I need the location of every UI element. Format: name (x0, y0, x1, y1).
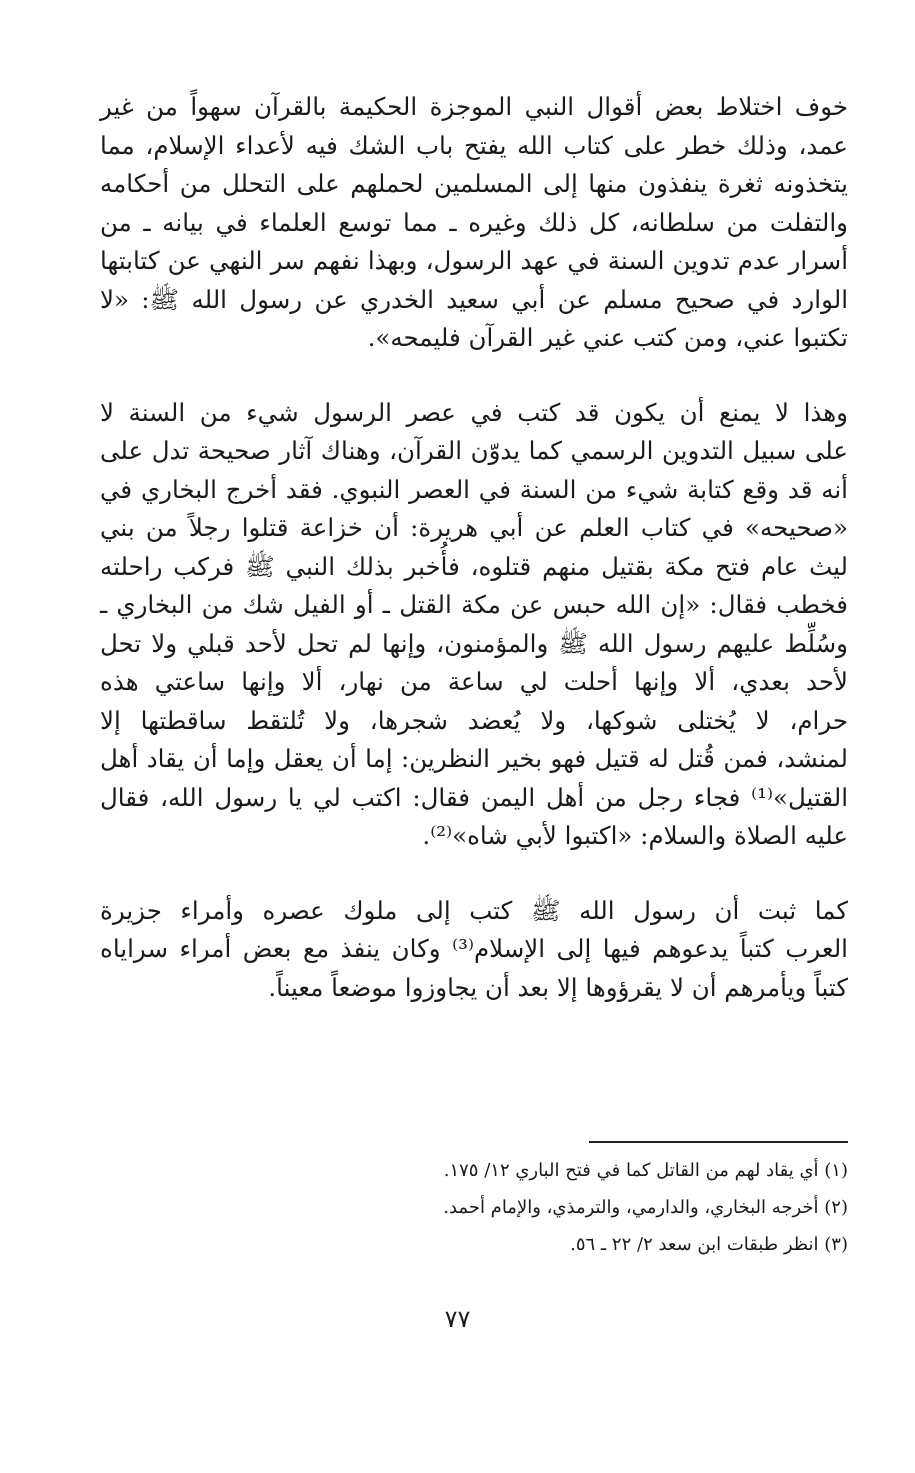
text-line: أنه قد وقع كتابة شيء من السنة في العصر النبوي. فقد أخرج البخاري في (100, 474, 848, 504)
page-number: ٧٧ (444, 1305, 471, 1333)
text-line: والتفلت من سلطانه، كل ذلك وغيره ـ مما توسع العلماء في بيانه ـ من (100, 207, 848, 237)
text-line: كما ثبت أن رسول الله ﷺ كتب إلى ملوك عصره وأمراء جزيرة (100, 895, 848, 925)
footnote-1: (١) أي يقاد لهم من القاتل كما في فتح الباري ١٢/ ١٧٥. (443, 1160, 848, 1181)
text-line: القتيل»⁽¹⁾ فجاء رجل من أهل اليمن فقال: اكتب لي يا رسول الله، فقال (100, 782, 848, 812)
text-line: أسرار عدم تدوين السنة في عهد الرسول، وبهذا نفهم سر النهي عن كتابتها (100, 246, 848, 275)
footnote-2: (٢) أخرجه البخاري، والدارمي، والترمذي، والإمام أحمد. (443, 1197, 848, 1218)
paragraph-1 (100, 88, 848, 358)
text-line: فخطب فقال: «إن الله حبس عن مكة القتل ـ أو الفيل شك من البخاري ـ (100, 590, 848, 619)
text-line: على سبيل التدوين الرسمي كما يدوّن القرآن، وهناك آثار صحيحة تدل على (100, 436, 848, 465)
text-line: «صحيحه» في كتاب العلم عن أبي هريرة: أن خزاعة قتلوا رجلاً من بني (100, 513, 848, 542)
text-line: العرب كتباً يدعوهم فيها إلى الإسلام⁽³⁾ وكان ينفذ مع بعض أمراء سراياه (100, 934, 848, 963)
paragraph-3 (100, 892, 848, 1008)
text-line: كتباً ويأمرهم أن لا يقرؤوها إلا بعد أن يجاوزوا موضعاً معيناً. (268, 972, 848, 1002)
text-line: عليه الصلاة والسلام: «اكتبوا لأبي شاه»⁽²⁾. (422, 821, 848, 850)
main-text (100, 88, 848, 1007)
text-line: لمنشد، فمن قُتل له قتيل فهو بخير النظرين: إما أن يعقل وإما أن يقاد أهل (100, 744, 848, 773)
footnotes (100, 1152, 848, 1263)
text-line: ليث عام فتح مكة بقتيل منهم قتلوه، فأُخبر بذلك النبي ﷺ فركب راحلته (100, 551, 848, 581)
text-line: يتخذونه ثغرة ينفذون منها إلى المسلمين لحملهم على التحلل من أحكامه (100, 169, 848, 198)
paragraph-2 (100, 394, 848, 856)
text-line: حرام، لا يُختلى شوكها، ولا يُعضد شجرها، ولا تُلتقط ساقطتها إلا (100, 705, 848, 735)
text-line: تكتبوا عني، ومن كتب عني غير القرآن فليمحه». (367, 323, 848, 352)
text-line: لأحد بعدي، ألا وإنها أحلت لي ساعة من نهار، ألا وإنها ساعتي هذه (100, 667, 848, 696)
text-line: وسُلِّط عليهم رسول الله ﷺ والمؤمنون، وإنها لم تحل لأحد قبلي ولا تحل (100, 628, 848, 658)
text-line: عمد، وذلك خطر على كتاب الله يفتح باب الشك فيه لأعداء الإسلام، مما (100, 130, 848, 160)
footnote-divider (589, 1141, 848, 1143)
text-line: وهذا لا يمنع أن يكون قد كتب في عصر الرسول شيء من السنة لا (100, 397, 848, 427)
text-line: الوارد في صحيح مسلم عن أبي سعيد الخدري عن رسول الله ﷺ: «لا (100, 284, 848, 314)
footnote-3: (٣) انظر طبقات ابن سعد ٢/ ٢٢ ـ ٥٦. (570, 1234, 848, 1255)
text-line: خوف اختلاط بعض أقوال النبي الموجزة الحكيمة بالقرآن سهواً من غير (100, 92, 848, 121)
